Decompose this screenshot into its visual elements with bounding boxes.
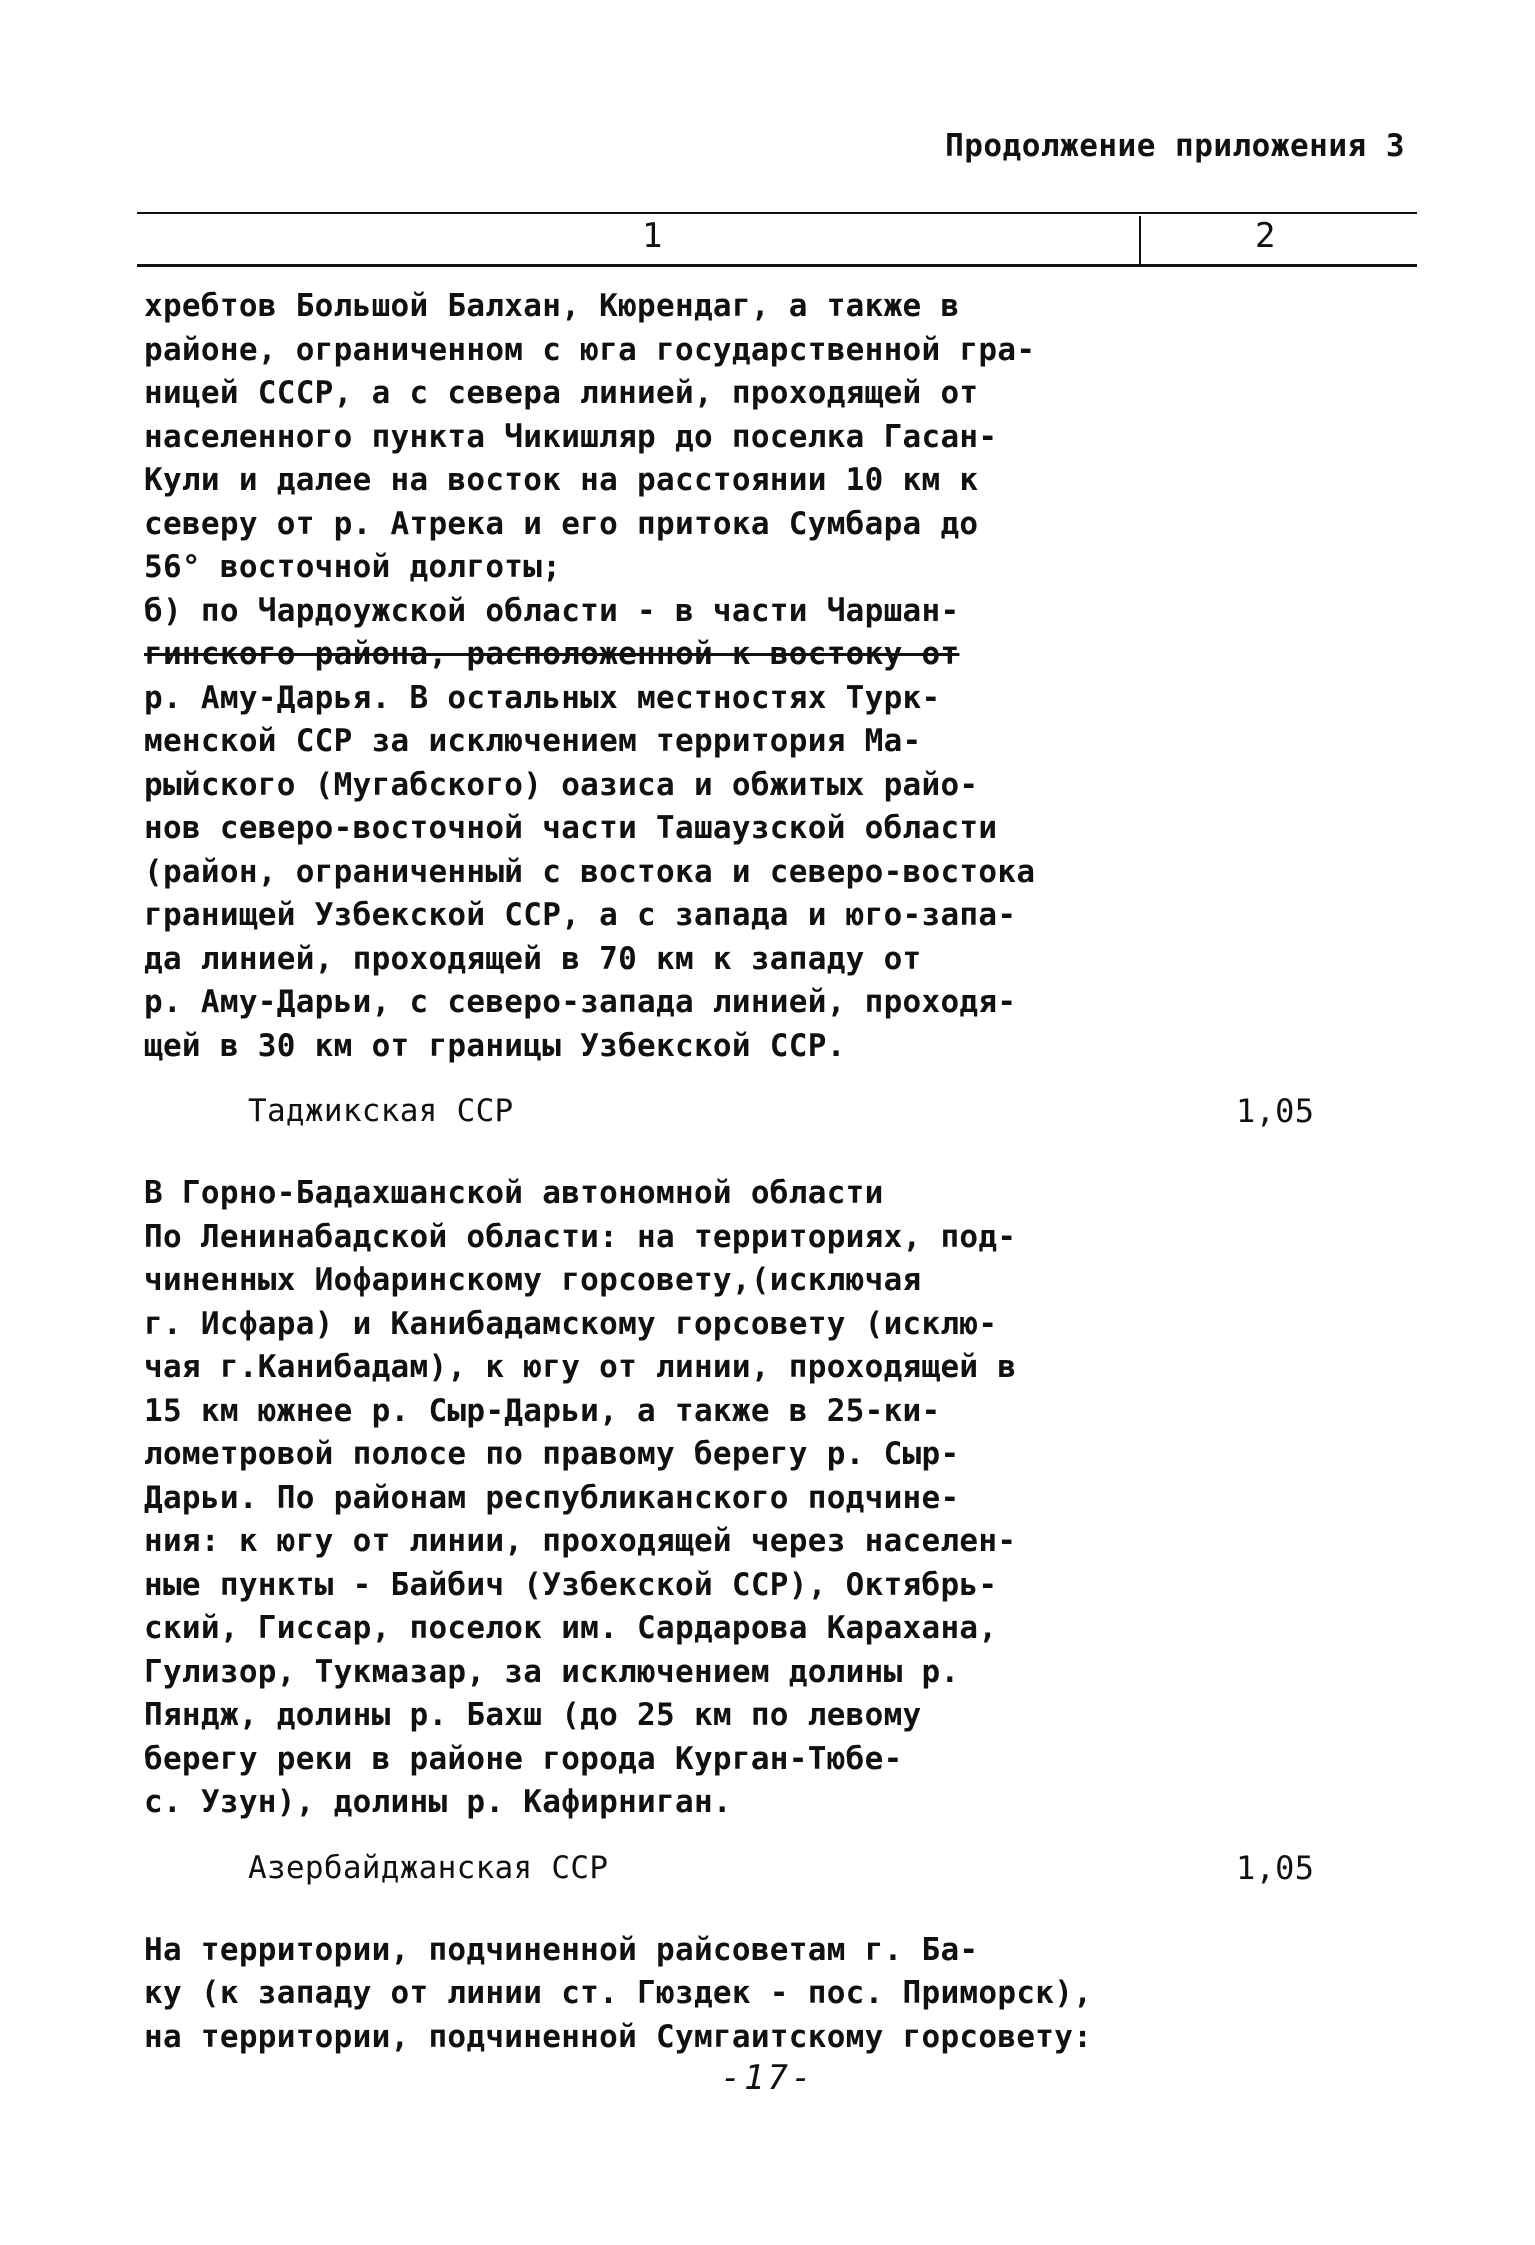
table-column-header	[137, 212, 1417, 267]
paragraph-turkmen-continued: хребтов Большой Балхан, Кюрендаг, а также в районе, ограниченном с юга государственной гра- ницей СССР, а с севера линией, проходящей от населенного пункта Чикишляр до поселка Гасан- Кули и далее на восток на расстоянии 10 км к северу от р. Атрека и его притока Сумбара до 56° восточной долготы;	[144, 288, 1036, 585]
column-1-number: 1	[642, 216, 663, 256]
paragraph-chardzhou	[144, 590, 1104, 1069]
section-tajik-coefficient: 1,05	[1236, 1092, 1315, 1130]
section-azerbaijan-coefficient: 1,05	[1236, 1848, 1315, 1887]
paragraph-chardzhou-start: б) по Чардоужской области - в части Чаршан-	[144, 592, 960, 629]
column-2-number: 2	[1255, 216, 1276, 256]
paragraph-chardzhou-rest: р. Аму-Дарья. В остальных местностях Турк- менской ССР за исключением территория Ма- рыйского (Мугабского) оазиса и обжитых райо- нов северо-восточной части Ташаузской области (район, ограниченный с востока и северо-востока гранищей Узбекской ССР, а с запада и юго-запа- да линией, проходящей в 70 км к западу от р. Аму-Дарьи, с северо-запада линией, проходя- щей в 30 км от границы Узбекской ССР.	[144, 679, 1036, 1064]
struck-through-text: гинского района, расположенной к востоку от	[144, 636, 960, 672]
running-head: Продолжение приложения 3	[945, 128, 1405, 164]
document-body	[144, 285, 1315, 2059]
page-number: -17-	[720, 2058, 815, 2098]
paragraph-tajik: В Горно-Бадахшанской автономной области По Ленинабадской области: на территориях, под- чиненных Иофаринскому горсовету,(исключая г. Исфара) и Канибадамскому горсовету (исклю- чая г.Канибадам), к югу от линии, проходящей в 15 км южнее р. Сыр-Дарьи, а также в 25-ки- лометровой полосе по правому берегу р. Сыр- Дарьи. По районам республиканского подчине- ния: к югу от линии, проходящей через населен- ные пункты - Байбич (Узбекской ССР), Октябрь- ский, Гиссар, поселок им. Сардарова Карахана, Гулизор, Тукмазар, за исключением долины р. Пяндж, долины р. Бахш (до 25 км по левому берегу реки в районе города Курган-Тюбе- с. Узун), долины р. Кафирниган.	[144, 1175, 1017, 1820]
section-tajik-title: Таджикская ССР	[248, 1093, 514, 1129]
section-azerbaijan-title: Азербайджанская ССР	[248, 1849, 609, 1886]
section-tajik	[144, 1086, 1344, 1146]
column-separator	[1139, 216, 1141, 264]
paragraph-azerbaijan: На территории, подчиненной райсоветам г. Ба- ку (к западу от линии ст. Гюздек - пос. Приморск), на территории, подчиненной Сумгаитскому горсовету:	[144, 1931, 1093, 2055]
section-azerbaijan	[144, 1843, 1344, 1903]
